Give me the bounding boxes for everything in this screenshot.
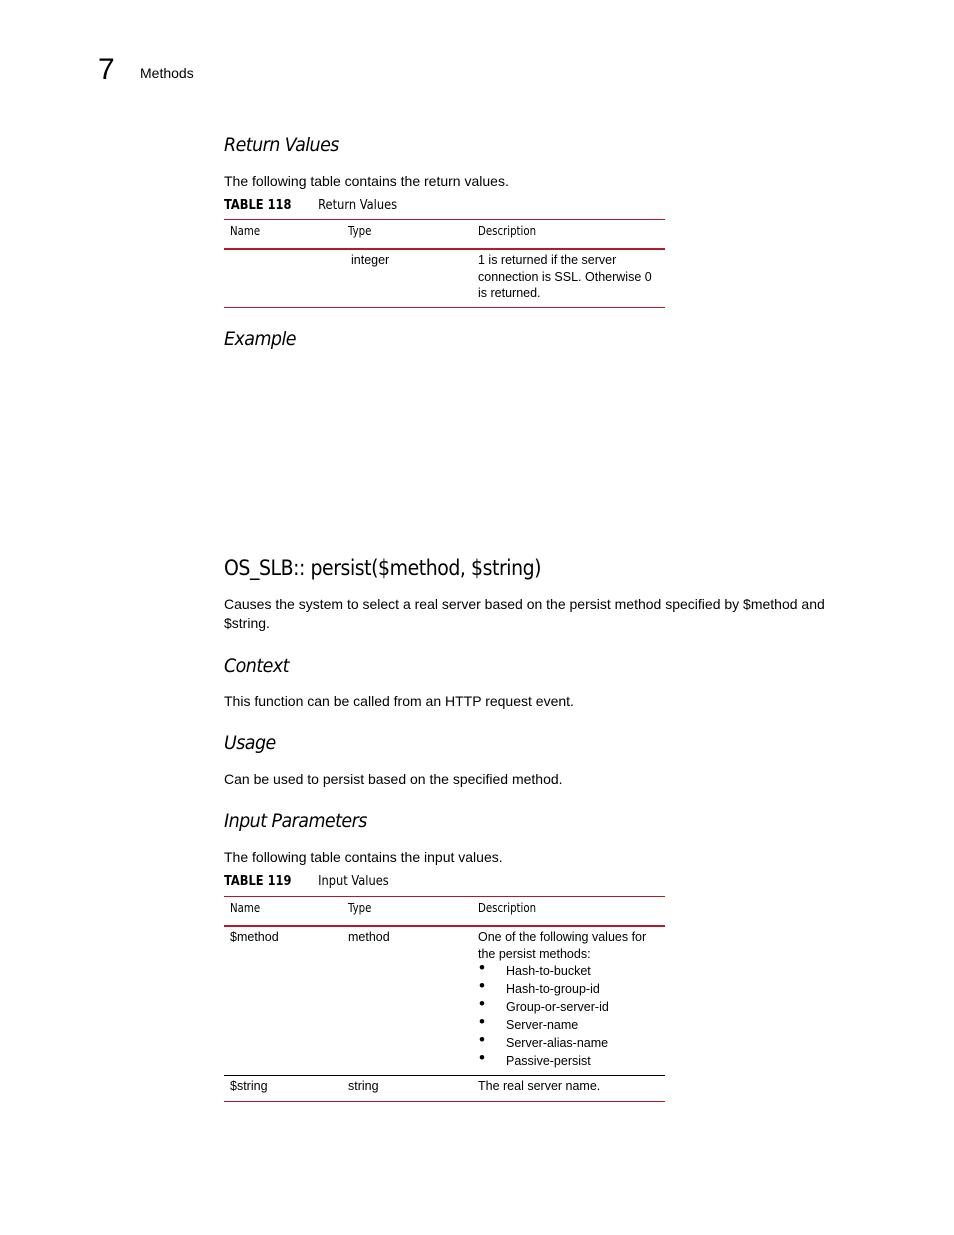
table-title: Return Values — [318, 198, 398, 213]
table-bottom-rule — [224, 1101, 665, 1102]
persist-method-list — [478, 962, 660, 1070]
description-text: One of the following values for the persist methods: — [478, 930, 647, 961]
column-header-type: Type — [348, 901, 372, 915]
list-item: • Server-alias-name — [478, 1034, 660, 1052]
table-top-rule — [224, 896, 665, 897]
input-values-table — [224, 896, 665, 1106]
column-header-name: Name — [230, 901, 261, 915]
list-item: • Group-or-server-id — [478, 998, 660, 1016]
column-header-type: Type — [348, 224, 372, 238]
cell-name: $string — [230, 1079, 268, 1093]
chapter-title: Methods — [140, 65, 194, 81]
chapter-number: 7 — [98, 53, 115, 86]
table-119-caption — [224, 874, 389, 889]
cell-description: The real server name. — [478, 1079, 601, 1093]
table-title: Input Values — [318, 874, 389, 889]
table-label: TABLE 119 — [224, 874, 292, 889]
cell-name: $method — [230, 930, 279, 944]
table-bottom-rule — [224, 307, 665, 308]
method-description: Causes the system to select a real server based on the persist method specified by $method and $string. — [224, 596, 825, 631]
example-heading: Example — [224, 328, 296, 350]
list-item: • Server-name — [478, 1016, 660, 1034]
cell-type: string — [348, 1079, 379, 1093]
return-values-intro: The following table contains the return values. — [224, 173, 509, 189]
cell-type: method — [348, 930, 390, 944]
return-values-heading: Return Values — [224, 134, 339, 156]
column-header-name: Name — [230, 224, 261, 238]
return-values-table — [224, 219, 665, 311]
input-parameters-intro: The following table contains the input values. — [224, 849, 503, 865]
table-label: TABLE 118 — [224, 198, 292, 213]
method-title: OS_SLB:: persist($method, $string) — [224, 556, 542, 580]
table-118-caption — [224, 198, 397, 213]
list-item: • Hash-to-bucket — [478, 962, 660, 980]
column-header-description: Description — [478, 901, 537, 915]
table-header-rule — [224, 925, 665, 927]
column-header-description: Description — [478, 224, 537, 238]
table-top-rule — [224, 219, 665, 220]
usage-heading: Usage — [224, 732, 276, 754]
cell-description — [478, 929, 660, 1070]
context-heading: Context — [224, 655, 289, 677]
row-divider — [224, 1075, 665, 1076]
table-header-rule — [224, 248, 665, 250]
cell-description: 1 is returned if the server connection is SSL. Otherwise 0 is returned. — [478, 253, 652, 300]
list-item: • Hash-to-group-id — [478, 980, 660, 998]
input-parameters-heading: Input Parameters — [224, 810, 367, 832]
list-item: • Passive-persist — [478, 1052, 660, 1070]
usage-text: Can be used to persist based on the specified method. — [224, 771, 563, 787]
cell-type: integer — [351, 253, 390, 267]
context-text: This function can be called from an HTTP request event. — [224, 693, 574, 709]
